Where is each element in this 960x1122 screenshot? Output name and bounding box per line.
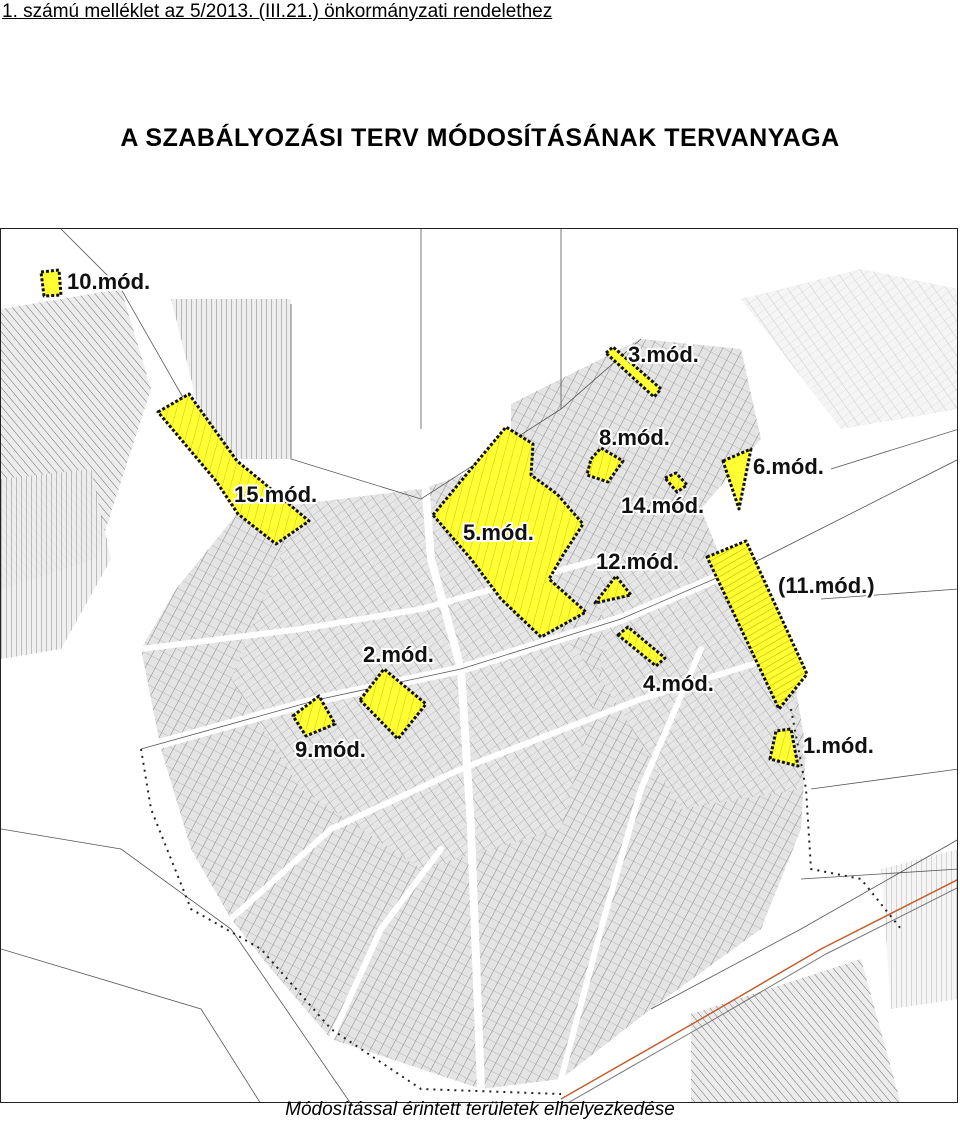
label-zone-8: 8.mód. [599,425,670,450]
label-zone-12: 12.mód. [596,549,680,574]
page-title: A SZABÁLYOZÁSI TERV MÓDOSÍTÁSÁNAK TERVANYAGA [120,124,840,152]
map-caption: Módosítással érintett területek elhelyezkedése [285,1099,675,1120]
label-zone-4: 4.mód. [643,671,714,696]
label-zone-2: 2.mód. [363,642,434,667]
label-zone-15: 15.mód. [234,482,318,507]
label-zone-10: 10.mód. [67,269,151,294]
label-zone-11: (11.mód.) [778,573,875,598]
label-zone-3: 3.mód. [628,342,699,367]
label-zone-9: 9.mód. [295,737,366,762]
label-zone-14: 14.mód. [621,493,705,518]
map-canvas [1,229,958,1103]
annex-reference: 1. számú melléklet az 5/2013. (III.21.) önkormányzati rendelethez [2,1,553,22]
zone-10 [41,270,61,296]
zoning-map [0,228,958,1103]
label-zone-6: 6.mód. [753,454,824,479]
label-zone-5: 5.mód. [463,520,534,545]
label-zone-1: 1.mód. [803,733,874,758]
